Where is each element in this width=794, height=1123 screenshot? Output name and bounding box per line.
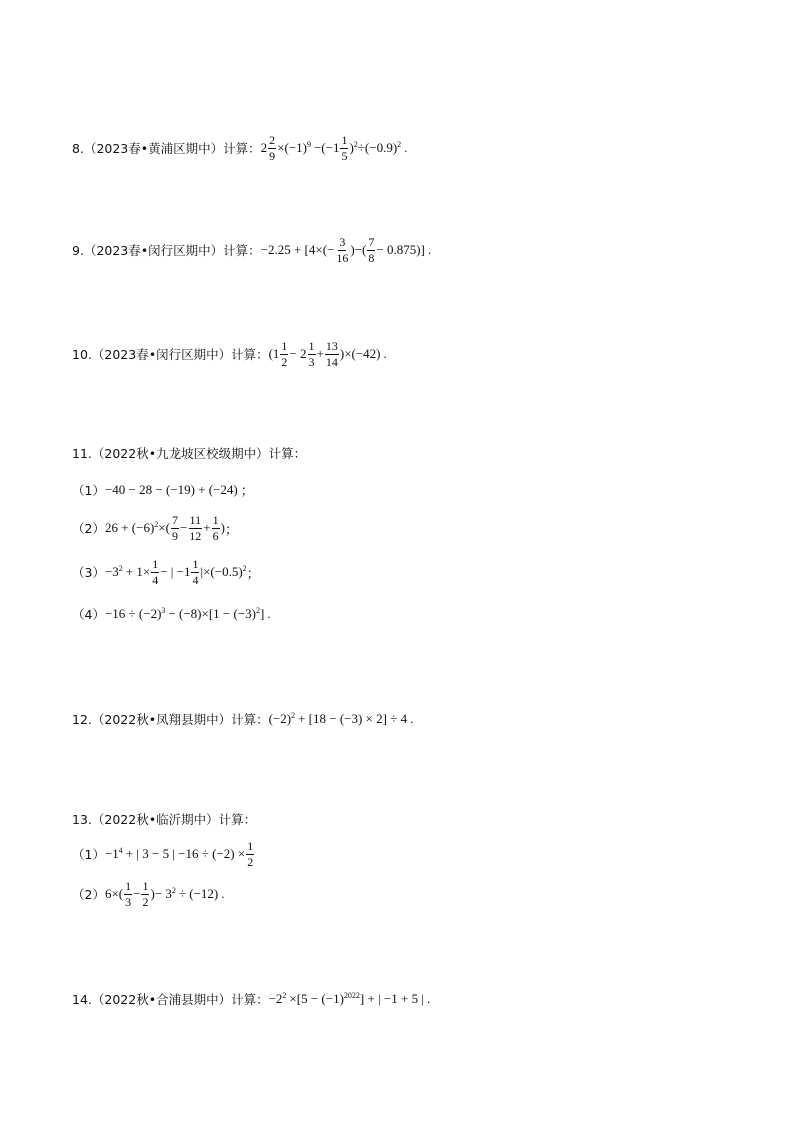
part-label: （2） [72, 521, 105, 537]
fraction: 1 3 [308, 339, 315, 369]
fraction: 1 5 [341, 133, 348, 163]
math-expression: 2 $\frac{2}{9}$ ×(−1) $^9$ −(−1 1 5 ) $^2$ ÷(−0.9) $^2$ . [260, 133, 408, 163]
problem-source: （2022秋•临沂期中）计算： [91, 812, 257, 827]
fraction: $\frac{1}{2}$ [247, 839, 254, 869]
fraction: $\frac{13}{14}$ [325, 339, 338, 369]
problem-11 [72, 444, 306, 462]
fraction: 1 2 [281, 339, 288, 369]
fraction: 1 3 [125, 879, 132, 909]
problem-source: （2023春•黄浦区期中）计算： [83, 141, 261, 157]
math-expression: −2.25 + [4×(− $\frac{3}{16}$ )−( 7 8 − 0.875)] . [260, 235, 432, 265]
part-label: （1） [72, 847, 105, 863]
fraction: 1 4 [192, 557, 199, 587]
problem-number: 12. [72, 711, 92, 727]
fraction: $\frac{1}{6}$ [212, 513, 219, 543]
problem-number: 14. [72, 991, 92, 1007]
math-expression: (1 1 2 − 2 1 3 + $\frac{13}{14}$ )×(−42) . [268, 339, 387, 369]
problem-11-part-2 [72, 514, 238, 542]
math-expression: (−2) $^2$ + [18 − (−3) × 2] ÷ 4 . [268, 710, 414, 726]
problem-14 [72, 990, 430, 1008]
part-label: （1） [72, 482, 105, 498]
problem-13 [72, 810, 256, 828]
part-label: （4） [72, 607, 105, 622]
problem-source: （2022秋•凤翔县期中）计算： [91, 712, 269, 727]
math-expression: −2 $^2$ ×[5 − (−1) $^{2022}$ ] + | −1 + 5 | . [268, 990, 431, 1006]
problem-source: （2023春•闵行区期中）计算： [91, 347, 269, 363]
problem-11-part-3 [72, 558, 260, 586]
fraction: $\frac{1}{2}$ [142, 879, 149, 909]
problem-source: （2022秋•九龙坡区校级期中）计算： [91, 446, 307, 461]
math-expression: −16 ÷ (−2) $^3$ − (−8)×[1 − (−3) $^2$ ] . [104, 605, 271, 621]
part-label: （3） [72, 565, 105, 581]
problem-source: （2023春•闵行区期中）计算： [83, 243, 261, 259]
problem-number: 9. [72, 242, 84, 258]
fraction: 7 8 [368, 235, 375, 265]
math-expression: −1 $^4$ + | 3 − 5 | −16 ÷ (−2) × $\frac{1}{2}$ [104, 839, 254, 869]
problem-13-part-1 [72, 840, 255, 868]
problem-number: 8. [72, 140, 84, 156]
part-label: （2） [72, 887, 105, 903]
problem-13-part-2 [72, 880, 225, 908]
fraction: $\frac{3}{16}$ [336, 235, 349, 265]
problem-11-part-1 [72, 480, 254, 499]
math-expression: −40 − 28 − (−19) + (−24) ； [104, 481, 254, 498]
problem-11-part-4 [72, 605, 271, 623]
problem-source: （2022秋•合浦县期中）计算： [91, 992, 269, 1007]
math-expression: 6×( 1 3 − $\frac{1}{2}$ )− 3 $^2$ ÷ (−12) . [104, 879, 225, 909]
math-expression: −3 $^2$ + 1× $\frac{1}{4}$ − | −1 1 4 |×(−0.5) $^2$ ； [104, 557, 260, 587]
fraction: $\frac{11}{12}$ [189, 513, 202, 543]
problem-8 [72, 134, 407, 162]
math-expression: 26 + (−6) $^2$ ×( 7 9 − $\frac{11}{12}$ + $\frac{1}{6}$ ) ； [104, 513, 238, 543]
fraction: 7 9 [171, 513, 178, 543]
problem-10 [72, 340, 387, 368]
fraction: $\frac{2}{9}$ [269, 133, 276, 163]
problem-12 [72, 710, 413, 728]
problem-number: 10. [72, 346, 92, 362]
problem-number: 11. [72, 445, 92, 461]
problem-9 [72, 236, 431, 264]
fraction: $\frac{1}{4}$ [152, 557, 159, 587]
problem-number: 13. [72, 811, 92, 827]
